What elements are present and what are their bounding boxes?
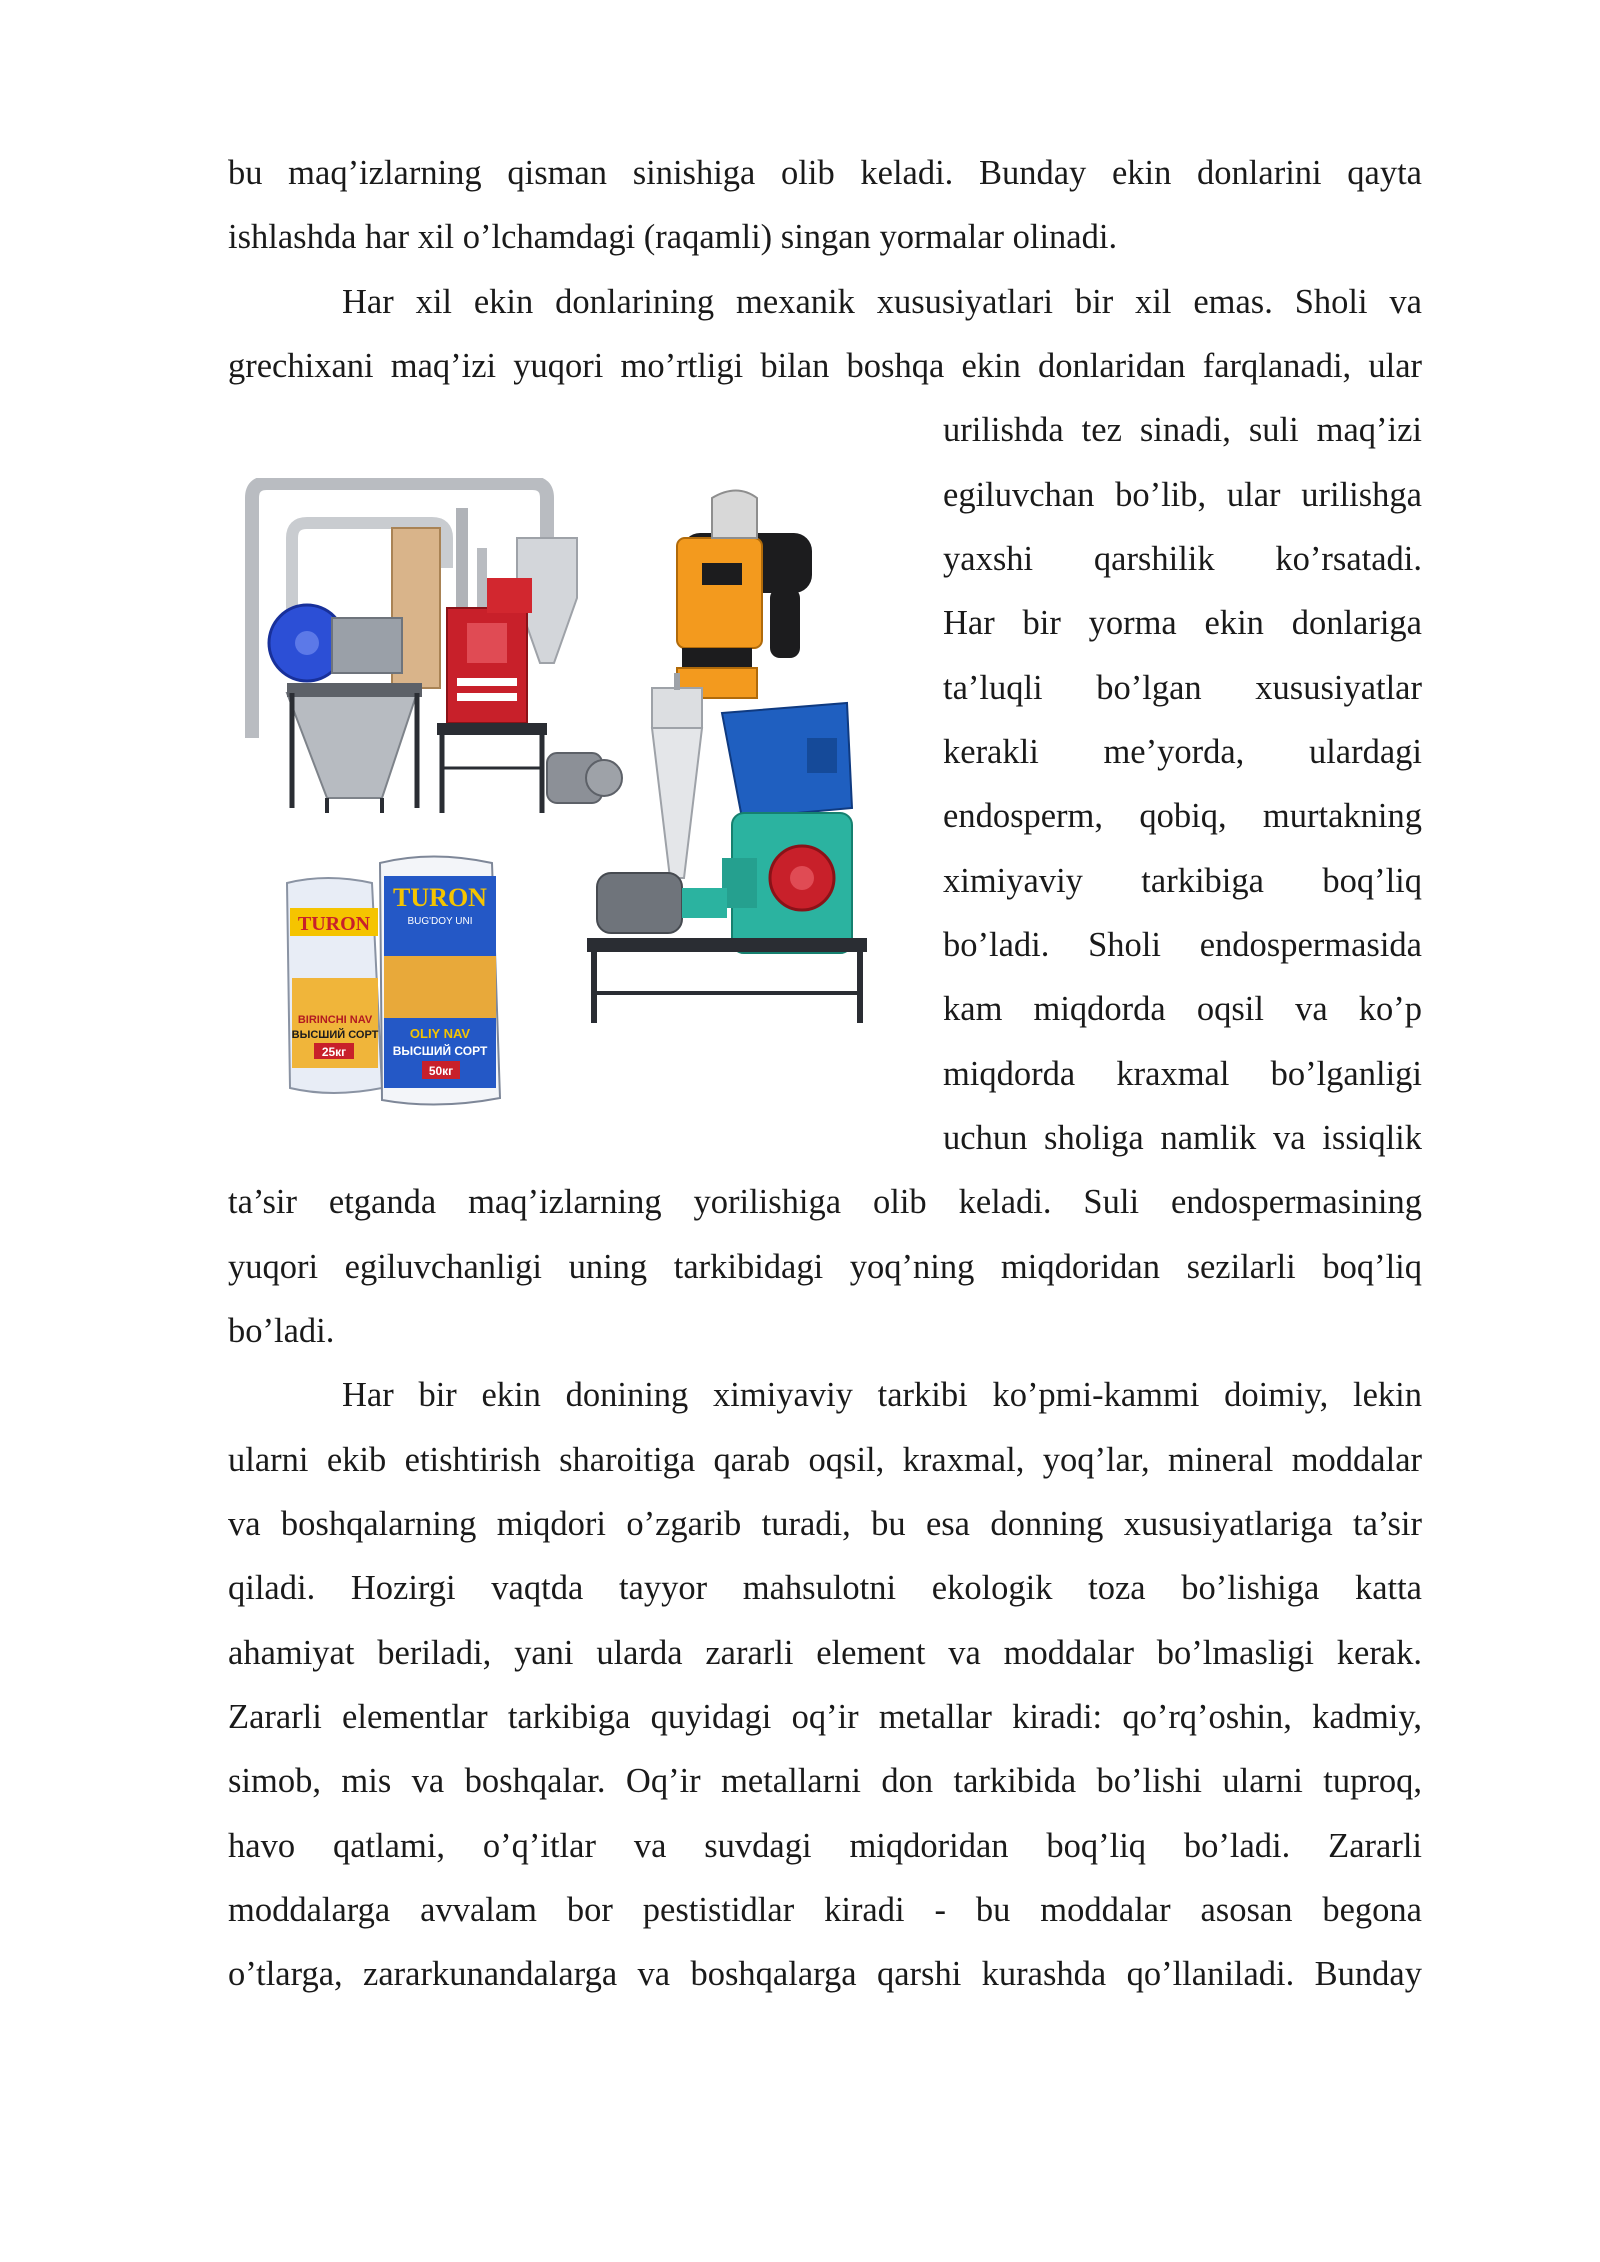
text-line: urilishda tez sinadi, suli maq’izi <box>943 411 1422 449</box>
rice-huller-machine <box>587 703 867 1023</box>
text-line: kerakli me’yorda, ulardagi <box>943 733 1422 771</box>
bag-weight-text: 25кг <box>321 1045 347 1059</box>
text-line: o’tlarga, zararkunandalarga va boshqalarga qarshi kurashda qo’llaniladi. Bunday <box>228 1955 1422 1993</box>
text-line: bo’ladi. <box>228 1312 335 1350</box>
bag-brand-text: TURON <box>393 883 487 912</box>
text-line: ximiyaviy tarkibiga boq’liq <box>943 862 1422 900</box>
text-line: endosperm, qobiq, murtakning <box>943 797 1422 835</box>
bag-product-text: BUG'DOY UNI <box>407 916 473 927</box>
text-line: yuqori egiluvchanligi uning tarkibidagi yoq’ning miqdoridan sezilarli boq’liq <box>228 1248 1422 1286</box>
cyclone-separator <box>652 673 702 878</box>
bag-grade-text: OLIY NAV <box>409 1026 471 1041</box>
text-line: ta’sir etganda maq’izlarning yorilishiga olib keladi. Suli endospermasining <box>228 1183 1422 1221</box>
text-line: ahamiyat beriladi, yani ularda zararli element va moddalar bo’lmasligi kerak. <box>228 1634 1422 1672</box>
text-line: simob, mis va boshqalar. Oq’ir metallarni don tarkibida bo’lishi ularni tuproq, <box>228 1762 1422 1800</box>
text-line: ishlashda har xil o’lchamdagi (raqamli) singan yormalar olinadi. <box>228 218 1118 256</box>
bag-sewing-machine <box>677 491 812 699</box>
flour-mill-machine <box>252 483 622 813</box>
text-line: yaxshi qarshilik ko’rsatadi. <box>943 540 1422 578</box>
text-line: havo qatlami, o’q’itlar va suvdagi miqdoridan boq’liq bo’ladi. Zararli <box>228 1827 1422 1865</box>
text-line: moddalarga avvalam bor pestistidlar kiradi - bu moddalar asosan begona <box>228 1891 1422 1929</box>
bag-grade-ru-text: ВЫСШИЙ СОРТ <box>291 1029 379 1041</box>
text-line: qiladi. Hozirgi vaqtda tayyor mahsulotni ekologik toza bo’lishiga katta <box>228 1569 1422 1607</box>
text-line: Har bir ekin donining ximiyaviy tarkibi ko’pmi-kammi doimiy, lekin <box>342 1376 1422 1414</box>
text-line: ularni ekib etishtirish sharoitiga qarab oqsil, kraxmal, yoq’lar, mineral moddalar <box>228 1441 1422 1479</box>
text-line: uchun sholiga namlik va issiqlik <box>943 1119 1422 1157</box>
text-line: va boshqalarning miqdori o’zgarib turadi, bu esa donning xususiyatlariga ta’sir <box>228 1505 1422 1543</box>
bag-weight-text: 50кг <box>428 1064 454 1078</box>
text-line: Zararli elementlar tarkibiga quyidagi oq’ir metallar kiradi: qo’rq’oshin, kadmiy, <box>228 1698 1422 1736</box>
text-line: bo’ladi. Sholi endospermasida <box>943 926 1422 964</box>
flour-bag-first-grade <box>287 878 382 1093</box>
text-line: ta’luqli bo’lgan xususiyatlar <box>943 669 1422 707</box>
text-line: egiluvchan bo’lib, ular urilishga <box>943 476 1422 514</box>
bag-grade-ru-text: ВЫСШИЙ СОРТ <box>392 1044 488 1058</box>
flour-bag-premium <box>380 857 500 1105</box>
text-line: Har xil ekin donlarining mexanik xususiyatlari bir xil emas. Sholi va <box>342 283 1422 321</box>
text-line: bu maq’izlarning qisman sinishiga olib keladi. Bunday ekin donlarini qayta <box>228 154 1422 192</box>
mill-equipment-figure <box>232 478 912 1148</box>
bag-brand-text: TURON <box>297 913 371 935</box>
text-line: Har bir yorma ekin donlariga <box>943 604 1422 642</box>
bag-grade-text: BIRINCHI NAV <box>297 1014 373 1026</box>
text-line: miqdorda kraxmal bo’lganligi <box>943 1055 1422 1093</box>
text-line: grechixani maq’izi yuqori mo’rtligi bilan boshqa ekin donlaridan farqlanadi, ular <box>228 347 1422 385</box>
text-line: kam miqdorda oqsil va ko’p <box>943 990 1422 1028</box>
